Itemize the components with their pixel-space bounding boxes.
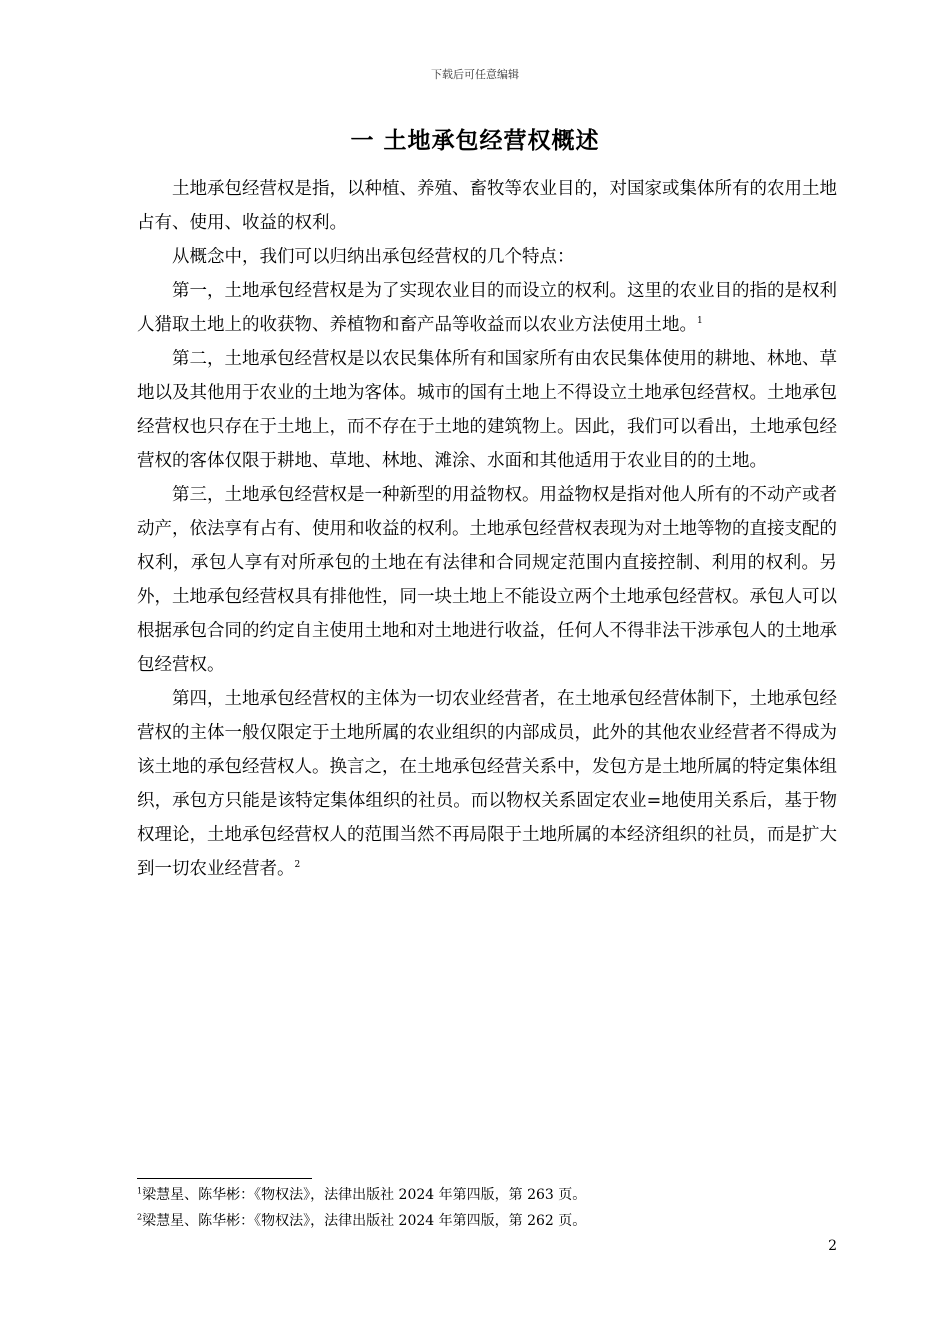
footnote — [137, 1208, 837, 1234]
header-note: 下载后可任意编辑 — [431, 68, 519, 81]
paragraph-text: 第三，土地承包经营权是一种新型的用益物权。用益物权是指对他人所有的不动产或者动产，依法享有占有、使用和收益的权利。土地承包经营权表现为对土地等物的直接支配的权利，承包人享有对所承包的土地在有法律和合同规定范围内直接控制、利用的权利。另外，土地承包经营权具有排他性，同一块土地上不能设立两个土地承包经营权。承包人可以根据承包合同的约定自主使用土地和对土地进行收益，任何人不得非法干涉承包人的土地承包经营权。 — [137, 485, 837, 675]
paragraph-text: 从概念中，我们可以归纳出承包经营权的几个特点： — [172, 247, 575, 267]
paragraph — [137, 478, 837, 682]
paragraph-text: 第四，土地承包经营权的主体为一切农业经营者，在土地承包经营体制下，土地承包经营权的主体一般仅限定于土地所属的农业组织的内部成员，此外的其他农业经营者不得成为该土地的承包经营权人。换言之，在土地承包经营关系中，发包方是土地所属的特定集体组织，承包方只能是该特定集体组织的社员。而以物权关系固定农业=地使用关系后，基于物权理论，土地承包经营权人的范围当然不再局限于土地所属的本经济组织的社员，而是扩大到一切农业经营者。 — [137, 689, 837, 879]
paragraph — [137, 240, 837, 274]
paragraph — [137, 274, 837, 342]
paragraph — [137, 682, 837, 886]
footnote — [137, 1182, 837, 1208]
paragraph-text: 第一，土地承包经营权是为了实现农业目的而设立的权利。这里的农业目的指的是权利人猎取土地上的收获物、养植物和畜产品等收益而以农业方法使用土地。 — [137, 281, 837, 335]
footnotes — [137, 1182, 837, 1234]
page-title: 一 土地承包经营权概述 — [350, 128, 600, 154]
footnote-number: 2 — [137, 1212, 143, 1222]
page-number: 2 — [828, 1238, 837, 1254]
footnote-separator — [137, 1178, 312, 1179]
footnote-text: 梁慧星、陈华彬：《物权法》，法律出版社 2024 年第四版，第 263 页。 — [142, 1187, 587, 1203]
paragraph — [137, 172, 837, 240]
body-text — [137, 172, 837, 886]
paragraph-text: 第二，土地承包经营权是以农民集体所有和国家所有由农民集体使用的耕地、林地、草地以及其他用于农业的土地为客体。城市的国有土地上不得设立土地承包经营权。土地承包经营权也只存在于土地上，而不存在于土地的建筑物上。因此，我们可以看出，土地承包经营权的客体仅限于耕地、草地、林地、滩涂、水面和其他适用于农业目的的土地。 — [137, 349, 837, 471]
paragraph-text: 土地承包经营权是指，以种植、养殖、畜牧等农业目的，对国家或集体所有的农用土地占有、使用、收益的权利。 — [137, 179, 837, 233]
footnote-text: 梁慧星、陈华彬：《物权法》，法律出版社 2024 年第四版，第 262 页。 — [142, 1213, 587, 1229]
footnote-ref[interactable]: 2 — [294, 860, 301, 871]
paragraph — [137, 342, 837, 478]
footnote-ref[interactable]: 1 — [697, 316, 703, 327]
footnote-number: 1 — [137, 1186, 143, 1196]
